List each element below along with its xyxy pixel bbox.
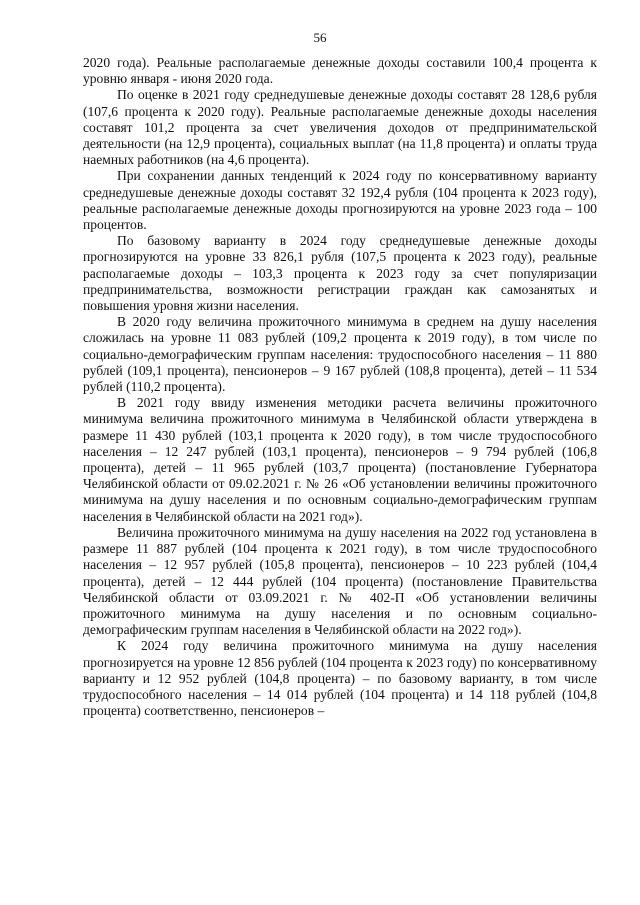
paragraph-6: В 2021 году ввиду изменения методики расчета величины прожиточного минимума величина прожиточного минимума в Челябинской области утверждена в размере 11 430 рублей (103,1 процента к 2020 году), в том числе трудоспособного населения – 12 247 рублей (103,1 процента), пенсионеров – 9 794 рублей (106,8 процента), детей – 11 965 рублей (103,7 процента) (постановление Губернатора Челябинской области от 09.02.2021 г. № 26 «Об установлении величины прожиточного минимума на душу населения и по основным социально-демографическим группам населения в Челябинской области на 2021 год»).	[83, 395, 597, 524]
paragraph-3: При сохранении данных тенденций к 2024 году по консервативному варианту среднедушевые денежные доходы составят 32 192,4 рубля (104 процента к 2023 году), реальные располагаемые денежные доходы прогнозируются на уровне 2023 года – 100 процентов.	[83, 168, 597, 233]
paragraph-5: В 2020 году величина прожиточного минимума в среднем на душу населения сложилась на уровне 11 083 рублей (109,2 процента к 2019 году), в том числе по социально-демографическим группам населения: трудоспособного населения – 11 880 рублей (109,1 процента), пенсионеров – 9 167 рублей (108,8 процента), детей – 11 534 рублей (110,2 процента).	[83, 314, 597, 395]
document-body	[83, 55, 597, 719]
paragraph-1: 2020 года). Реальные располагаемые денежные доходы составили 100,4 процента к уровню января - июня 2020 года.	[83, 55, 597, 87]
paragraph-4: По базовому варианту в 2024 году среднедушевые денежные доходы прогнозируются на уровне 33 826,1 рубля (107,5 процента к 2023 году), реальные располагаемые доходы – 103,3 процента к 2023 году за счет популяризации предпринимательства, возможности регистрации граждан как самозанятых и повышения уровня жизни населения.	[83, 233, 597, 314]
paragraph-2: По оценке в 2021 году среднедушевые денежные доходы составят 28 128,6 рубля (107,6 процента к 2020 году). Реальные располагаемые денежные доходы населения составят 101,2 процента за счет увеличения доходов от предпринимательской деятельности (на 12,9 процента), социальных выплат (на 11,8 процента) и оплаты труда наемных работников (на 4,6 процента).	[83, 87, 597, 168]
page-number: 56	[313, 30, 327, 45]
paragraph-8: К 2024 году величина прожиточного минимума на душу населения прогнозируется на уровне 12 856 рублей (104 процента к 2023 году) по консервативному варианту и 12 952 рублей (104,8 процента) – по базовому варианту, в том числе трудоспособного населения – 14 014 рублей (104 процента) и 14 118 рублей (104,8 процента) соответственно, пенсионеров –	[83, 638, 597, 719]
paragraph-7: Величина прожиточного минимума на душу населения на 2022 год установлена в размере 11 887 рублей (104 процента к 2021 году), в том числе трудоспособного населения – 12 957 рублей (105,8 процента), пенсионеров – 10 223 рублей (104,4 процента), детей – 12 444 рублей (104 процента) (постановление Правительства Челябинской области от 03.09.2021 г. № 402-П «Об установлении величины прожиточного минимума на душу населения и по основным социально-демографическим группам населения в Челябинской области на 2022 год»).	[83, 524, 597, 638]
